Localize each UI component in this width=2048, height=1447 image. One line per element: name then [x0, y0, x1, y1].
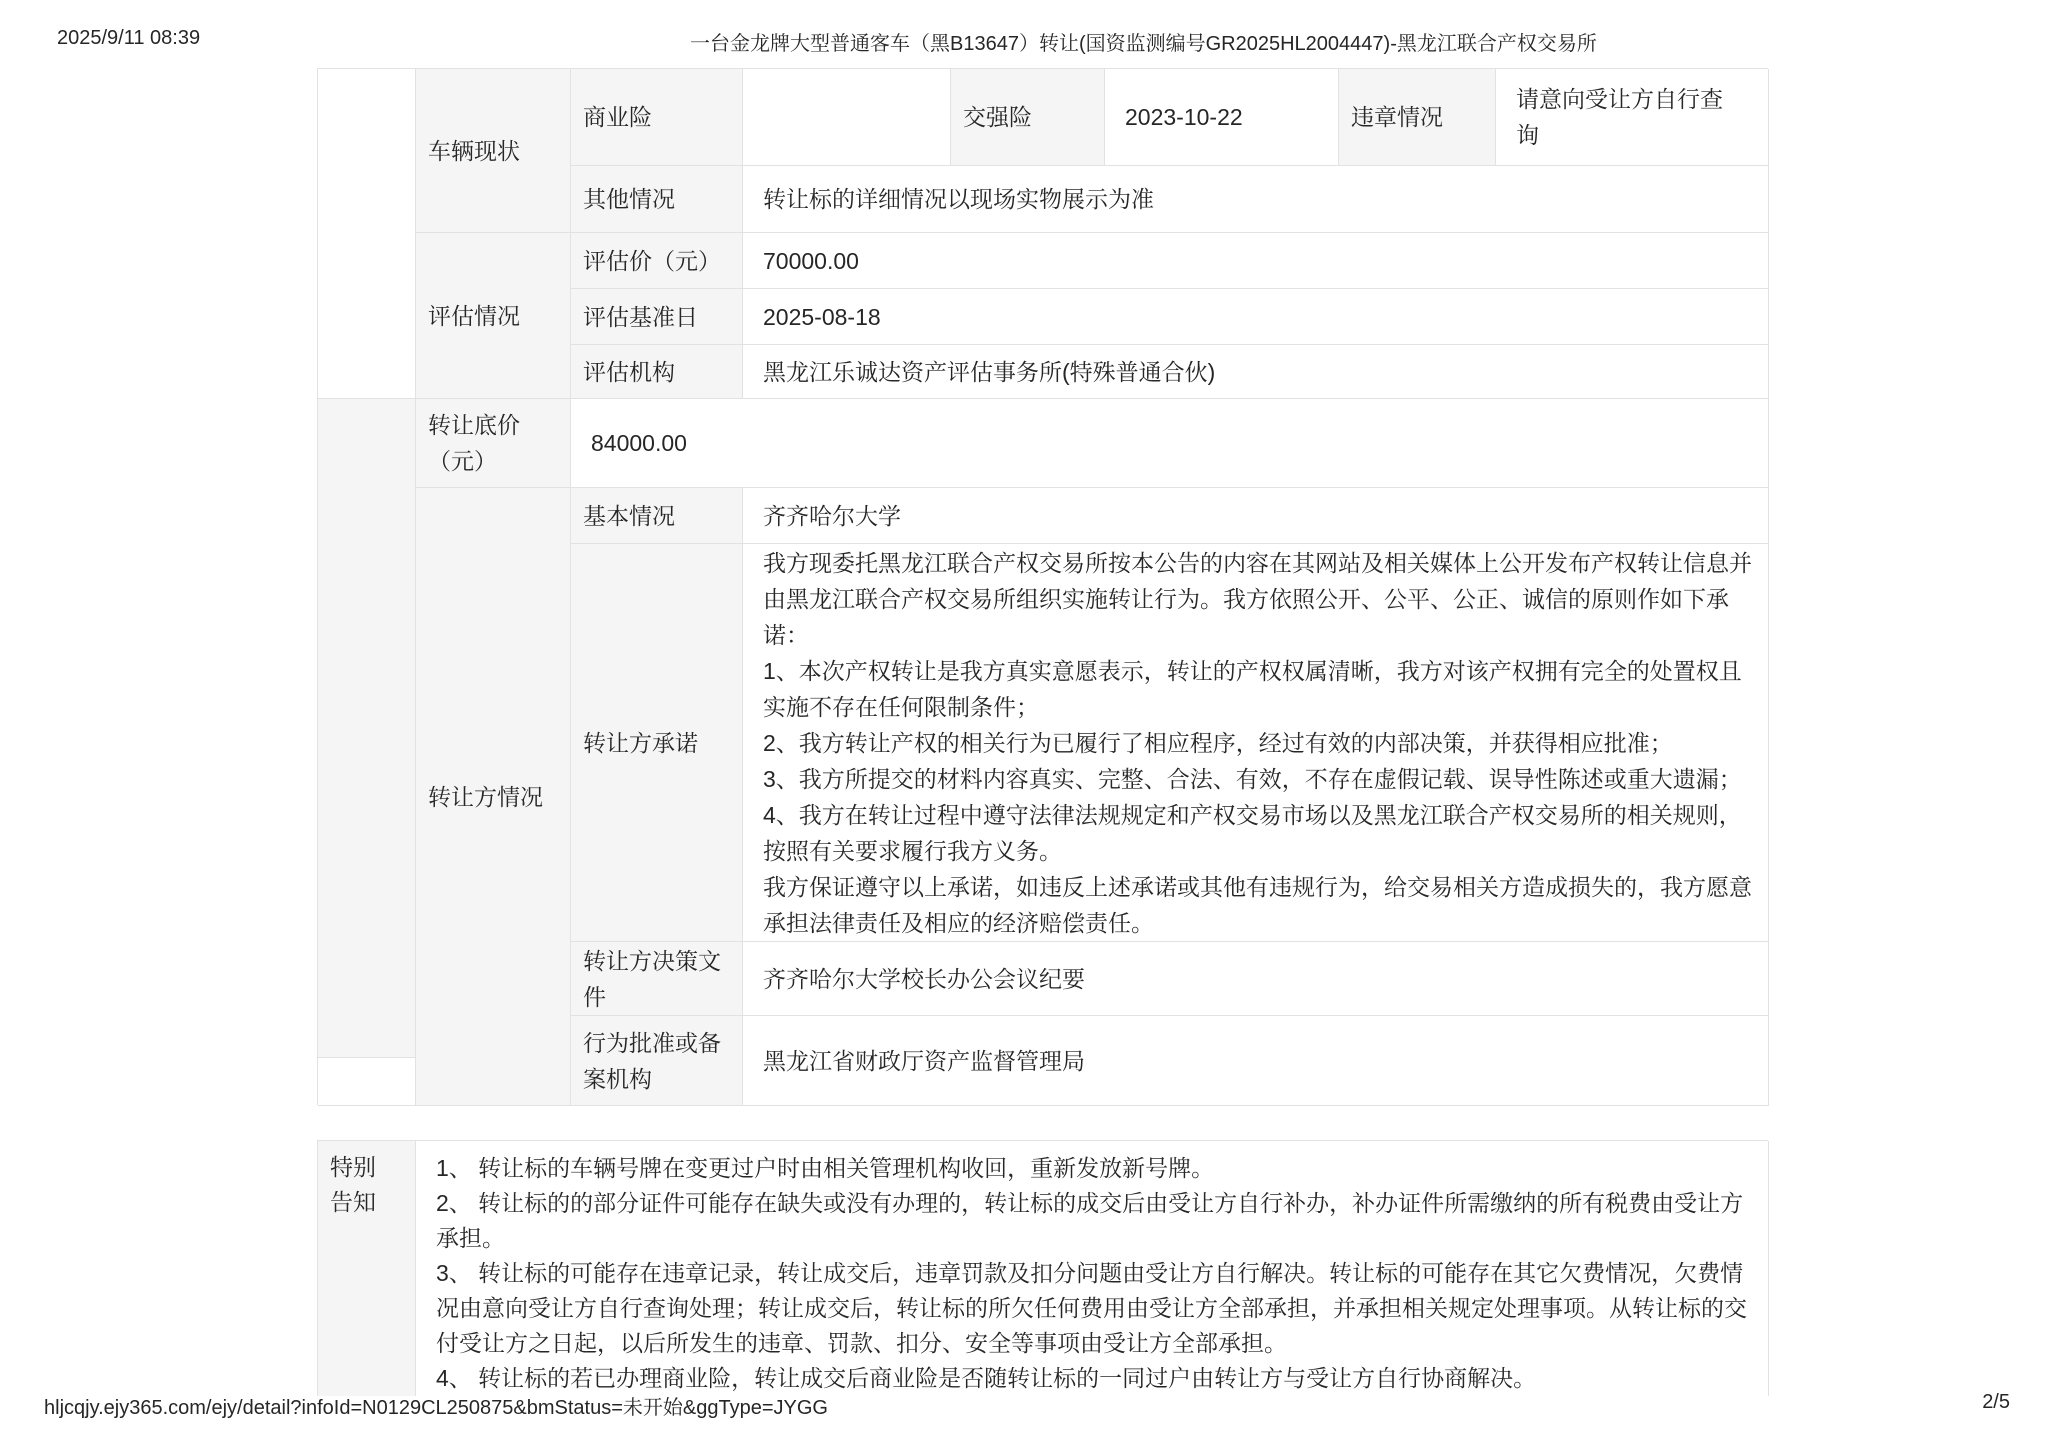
label-compulsory-insurance: 交强险 — [951, 69, 1105, 166]
label-approval-agency: 行为批准或备案机构 — [571, 1016, 743, 1106]
value-violation-status: 请意向受让方自行查询 — [1496, 69, 1769, 166]
left-spacer-cell-bottom — [318, 1058, 416, 1106]
value-approval-agency: 黑龙江省财政厅资产监督管理局 — [743, 1016, 1769, 1106]
label-commercial-insurance: 商业险 — [571, 69, 743, 166]
value-other-status: 转让标的详细情况以现场实物展示为准 — [743, 166, 1769, 233]
commitment-paragraph: 1、本次产权转让是我方真实意愿表示，转让的产权权属清晰，我方对该产权拥有完全的处置权且实施不存在任何限制条件； — [763, 657, 1742, 720]
label-evaluation-price: 评估价（元） — [571, 233, 743, 289]
commitment-paragraph: 我方现委托黑龙江联合产权交易所按本公告的内容在其网站及相关媒体上公开发布产权转让信息并由黑龙江联合产权交易所组织实施转让行为。我方依照公开、公平、公正、诚信的原则作如下承诺： — [763, 549, 1752, 648]
value-floor-price: 84000.00 — [571, 399, 1769, 488]
value-compulsory-insurance: 2023-10-22 — [1105, 69, 1339, 166]
print-datetime: 2025/9/11 08:39 — [57, 27, 201, 49]
special-notice-content — [416, 1141, 1769, 1396]
listing-detail-table — [317, 68, 1768, 1105]
label-transferor-commitment: 转让方承诺 — [571, 544, 743, 942]
value-transferor-commitment — [743, 544, 1769, 942]
label-violation-status: 违章情况 — [1339, 69, 1496, 166]
label-other-status: 其他情况 — [571, 166, 743, 233]
special-notice-item: 3、 转让标的可能存在违章记录，转让成交后，违章罚款及扣分问题由受让方自行解决。转让标的可能存在其它欠费情况，欠费情况由意向受让方自行查询处理；转让成交后，转让标的所欠任何费用由受让方全部承担，并承担相关规定处理事项。从转让标的交付受让方之日起，以后所发生的违章、罚款、扣分、安全等事项由受让方全部承担。 — [436, 1260, 1747, 1356]
commitment-paragraph: 2、我方转让产权的相关行为已履行了相应程序，经过有效的内部决策，并获得相应批准； — [763, 729, 1673, 756]
print-footer-url: hljcqjy.ejy365.com/ejy/detail?infoId=N0129CL250875&bmStatus=未开始&ggType=JYGG — [44, 1397, 828, 1419]
left-spacer-cell-top — [318, 69, 416, 399]
group-label-vehicle-status: 车辆现状 — [416, 69, 571, 233]
value-evaluation-agency: 黑龙江乐诚达资产评估事务所(特殊普通合伙) — [743, 345, 1769, 399]
label-evaluation-agency: 评估机构 — [571, 345, 743, 399]
value-evaluation-price: 70000.00 — [743, 233, 1769, 289]
special-notice-table — [317, 1140, 1768, 1396]
special-notice-item: 2、 转让标的的部分证件可能存在缺失或没有办理的，转让标的成交后由受让方自行补办，补办证件所需缴纳的所有税费由受让方承担。 — [436, 1190, 1744, 1251]
label-special-notice: 特别告知 — [318, 1141, 416, 1396]
label-evaluation-base-date: 评估基准日 — [571, 289, 743, 345]
left-spacer-cell-gray — [318, 399, 416, 1058]
special-notice-item: 4、 转让标的若已办理商业险，转让成交后商业险是否随转让标的一同过户由转让方与受让方自行协商解决。 — [436, 1365, 1537, 1391]
special-notice-item: 1、 转让标的车辆号牌在变更过户时由相关管理机构收回，重新发放新号牌。 — [436, 1155, 1215, 1181]
commitment-paragraph: 3、我方所提交的材料内容真实、完整、合法、有效，不存在虚假记载、误导性陈述或重大遗漏； — [763, 765, 1742, 792]
commitment-paragraph: 我方保证遵守以上承诺，如违反上述承诺或其他有违规行为，给交易相关方造成损失的，我方愿意承担法律责任及相应的经济赔偿责任。 — [763, 873, 1752, 936]
page-title: 一台金龙牌大型普通客车（黑B13647）转让(国资监测编号GR2025HL2004447)-黑龙江联合产权交易所 — [690, 33, 1597, 55]
label-decision-document: 转让方决策文件 — [571, 942, 743, 1016]
print-page-indicator: 2/5 — [1982, 1391, 2010, 1413]
value-evaluation-base-date: 2025-08-18 — [743, 289, 1769, 345]
group-label-evaluation: 评估情况 — [416, 233, 571, 399]
value-commercial-insurance — [743, 69, 951, 166]
label-floor-price: 转让底价（元） — [416, 399, 571, 488]
group-label-transferor: 转让方情况 — [416, 488, 571, 1106]
label-basic-info: 基本情况 — [571, 488, 743, 544]
value-basic-info: 齐齐哈尔大学 — [743, 488, 1769, 544]
value-decision-document: 齐齐哈尔大学校长办公会议纪要 — [743, 942, 1769, 1016]
commitment-paragraph: 4、我方在转让过程中遵守法律法规规定和产权交易市场以及黑龙江联合产权交易所的相关规则，按照有关要求履行我方义务。 — [763, 801, 1742, 864]
